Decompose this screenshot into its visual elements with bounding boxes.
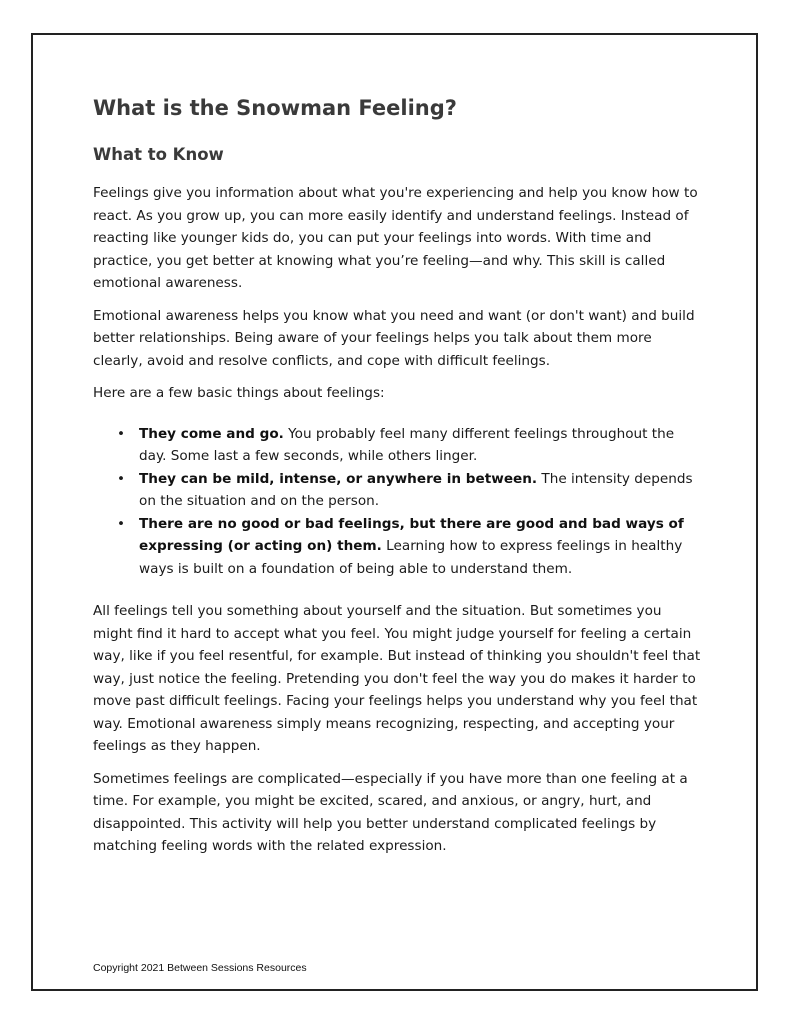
- bullet-bold-text: They can be mild, intense, or anywhere in between.: [139, 470, 538, 487]
- feelings-bullet-list: [93, 423, 705, 581]
- page-title: What is the Snowman Feeling?: [93, 96, 457, 120]
- bullet-icon: •: [117, 470, 126, 487]
- section-heading: What to Know: [93, 145, 224, 164]
- bullet-icon: •: [117, 425, 126, 442]
- paragraph-complicated-feelings: Sometimes feelings are complicated—especially if you have more than one feeling at a time. For example, you might be excited, scared, and anxious, or angry, hurt, and disappointed. This activity will help you better understand complicated feelings by matching feeling words with the related expression.: [93, 770, 688, 854]
- paragraph-emotional-awareness: Emotional awareness helps you know what you need and want (or don't want) and build better relationships. Being aware of your feelings helps you talk about them more clearly, avoid and resolve conflicts, and cope with difficult feelings.: [93, 307, 695, 369]
- list-item: [117, 423, 705, 468]
- bullet-text: You probably feel many different feelings throughout the day. Some last a few seconds, while others linger.: [139, 425, 675, 464]
- bullet-text: Learning how to express feelings in healthy ways is built on a foundation of being able to understand them.: [139, 538, 683, 577]
- list-item: [117, 468, 705, 513]
- bullet-text: The intensity depends on the situation and on the person.: [139, 470, 693, 509]
- bullet-bold-text: There are no good or bad feelings, but there are good and bad ways of expressing (or acting on) them.: [139, 515, 684, 554]
- copyright-footer: Copyright 2021 Between Sessions Resources: [93, 962, 307, 974]
- paragraph-all-feelings: All feelings tell you something about yourself and the situation. But sometimes you might find it hard to accept what you feel. You might judge yourself for feeling a certain way, like if you feel resentful, for example. But instead of thinking you shouldn't feel that way, just notice the feeling. Pretending you don't feel the way you do makes it harder to move past difficult feelings. Facing your feelings helps you understand why you feel that way. Emotional awareness simply means recognizing, respecting, and accepting your feelings as they happen.: [93, 603, 701, 754]
- paragraph-intro: Feelings give you information about what you're experiencing and help you know how to react. As you grow up, you can more easily identify and understand feelings. Instead of reacting like younger kids do, you can put your feelings into words. With time and practice, you get better at knowing what you’re feeling—and why. This skill is called emotional awareness.: [93, 185, 698, 291]
- paragraph-basic-things: Here are a few basic things about feelings:: [93, 385, 385, 401]
- bullet-icon: •: [117, 515, 126, 532]
- bullet-bold-text: They come and go.: [139, 425, 284, 442]
- document-body: [93, 94, 705, 858]
- list-item: [117, 513, 705, 581]
